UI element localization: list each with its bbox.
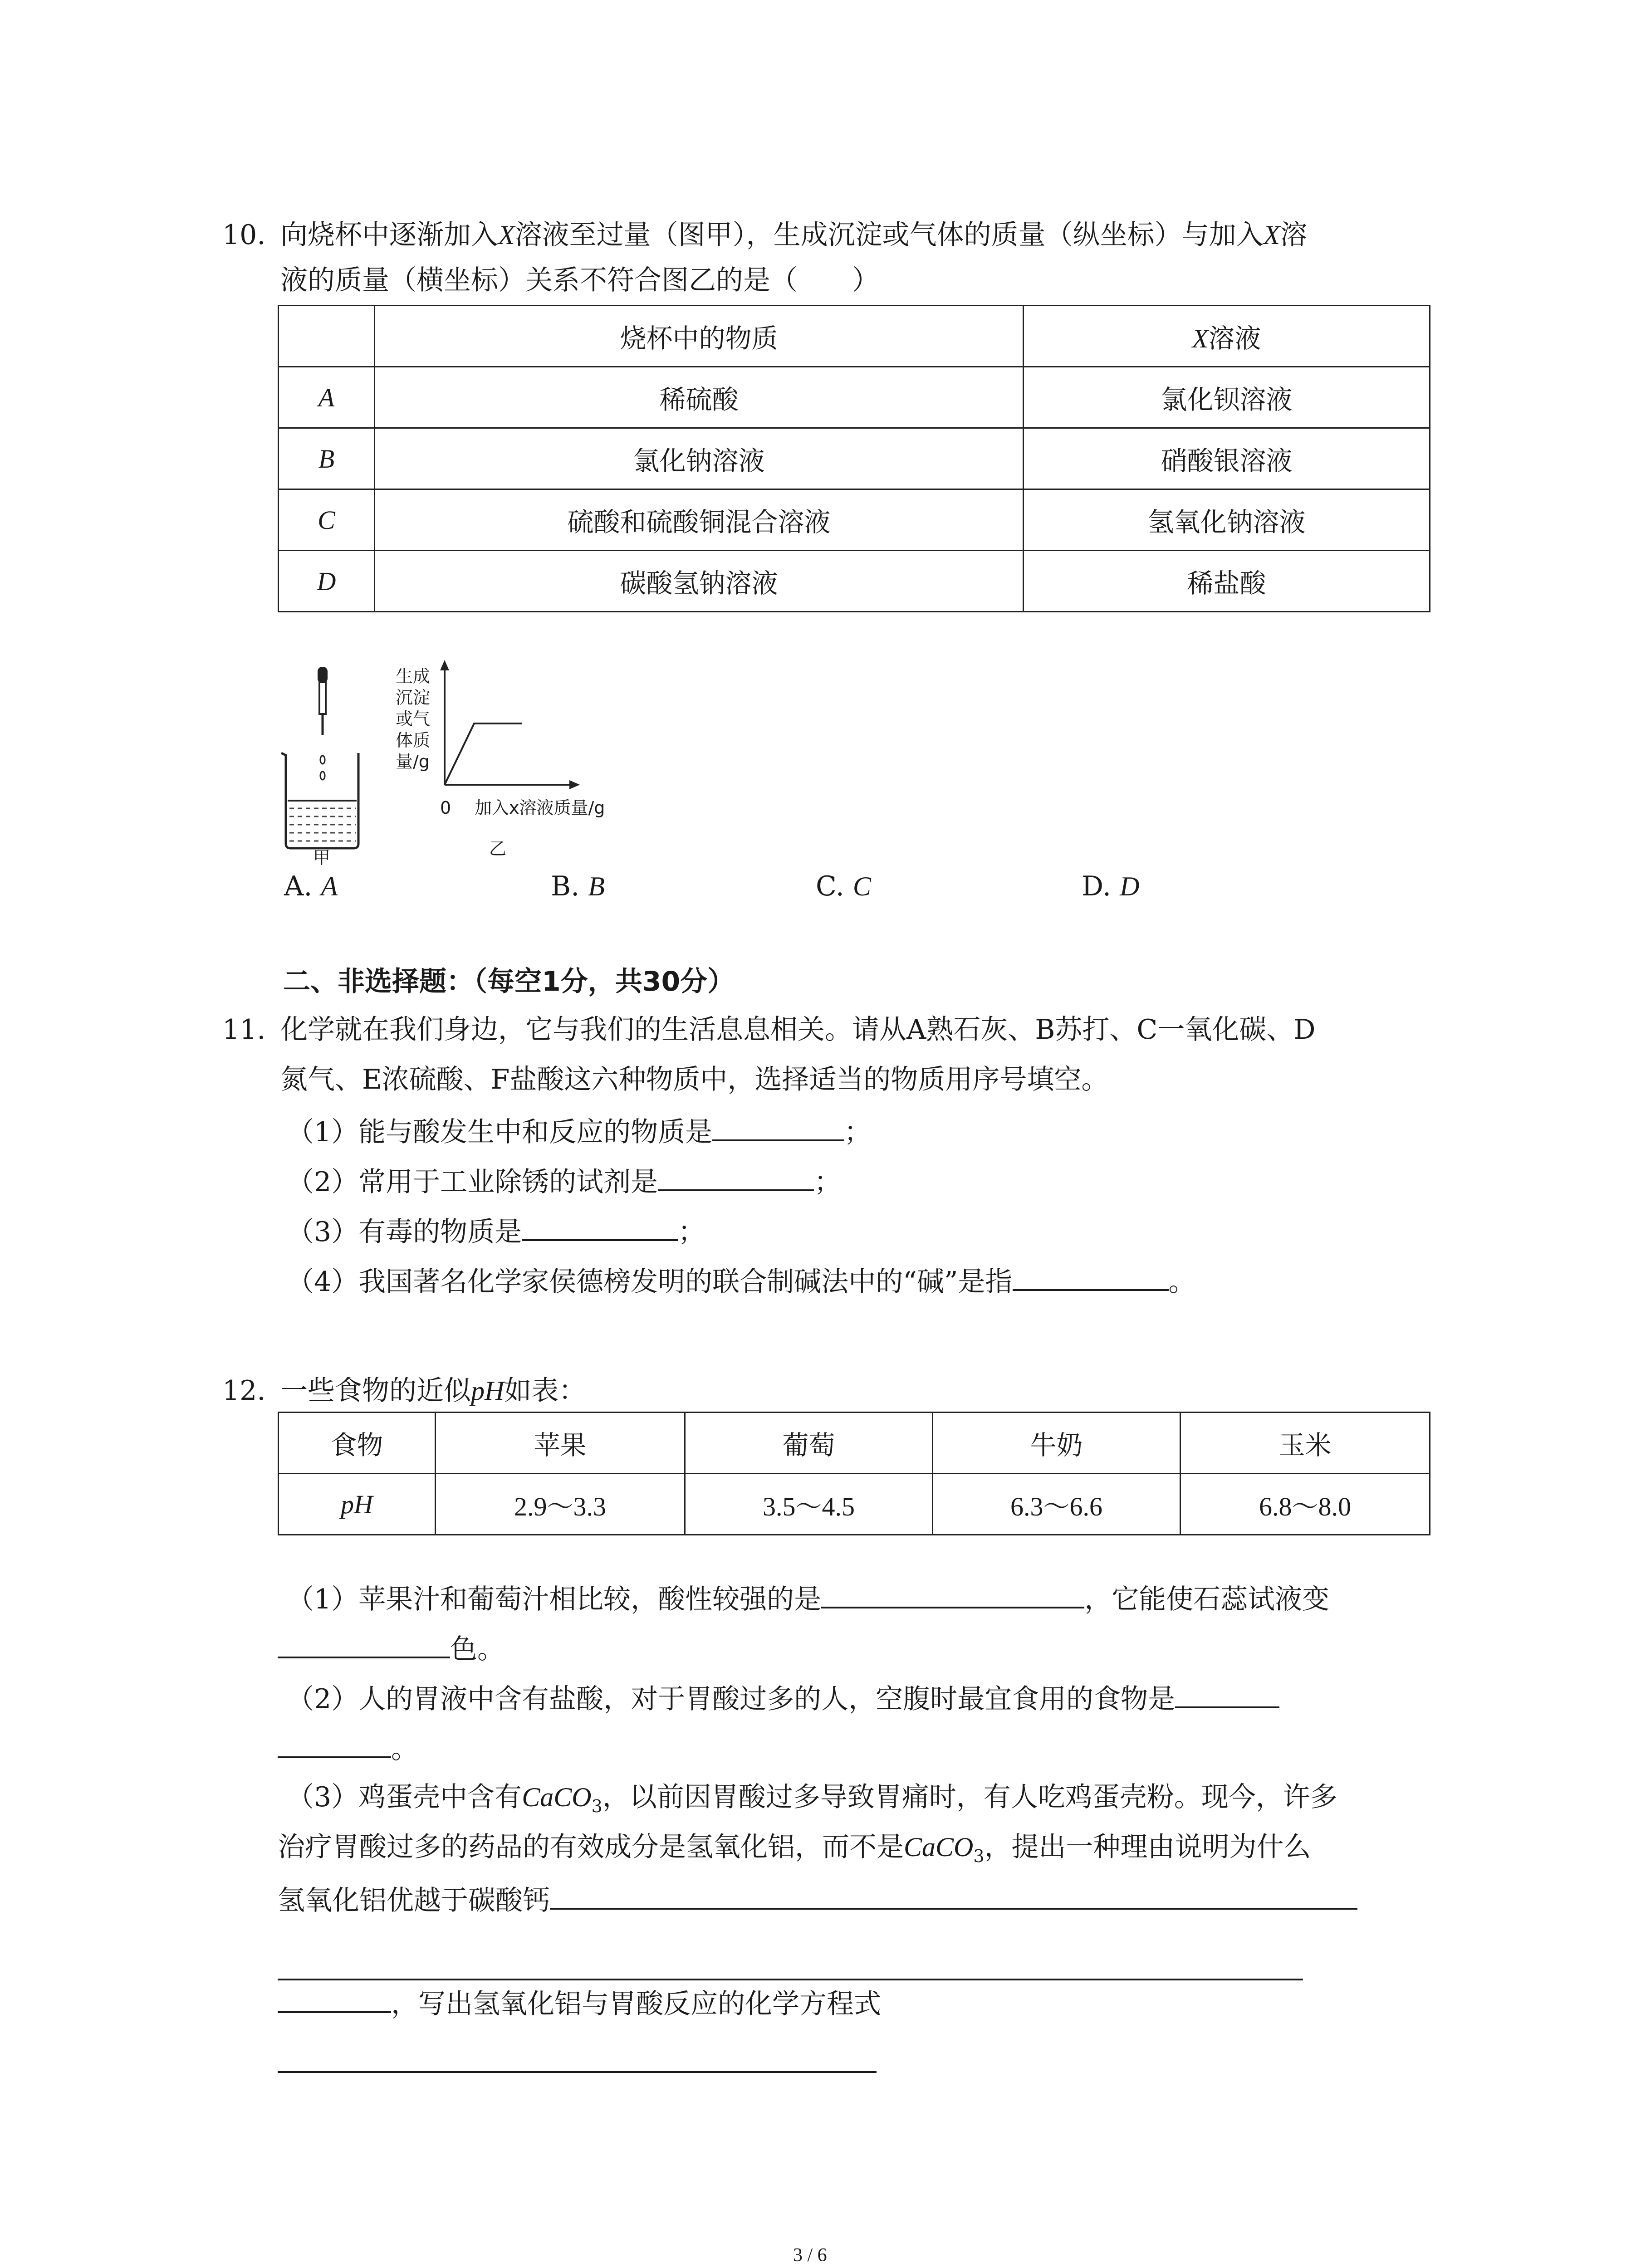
q11-sub1: （1）能与酸发生中和反应的物质是 ； xyxy=(287,1116,872,1148)
q11-line1: 化学就在我们身边，它与我们的生活息息相关。请从A熟石灰、B苏打、C一氧化碳、D xyxy=(280,1014,1316,1046)
table-cell: D xyxy=(279,551,375,612)
q10-option-d: D. D xyxy=(1082,870,1140,902)
answer-blank[interactable] xyxy=(821,1584,1084,1608)
q12-sub3-line2: 治疗胃酸过多的药品的有效成分是氢氧化铝，而不是CaCO$_3$，提出一种理由说明为什么 xyxy=(278,1831,1311,1866)
table-cell: 苹果 xyxy=(436,1413,685,1474)
q12-sub3-line1: （3）鸡蛋壳中含有CaCO$_3$，以前因胃酸过多导致胃痛时，有人吃鸡蛋壳粉。现今，许多 xyxy=(287,1781,1337,1816)
table-cell: 稀硫酸 xyxy=(375,367,1024,428)
answer-blank[interactable] xyxy=(278,1734,391,1758)
q10-option-b: B. B xyxy=(551,870,605,902)
table-row xyxy=(279,306,1430,367)
q12-sub1-line2: 色。 xyxy=(278,1634,505,1663)
answer-blank[interactable] xyxy=(278,1989,391,2013)
answer-blank[interactable] xyxy=(522,1217,678,1241)
table-cell: 玉米 xyxy=(1181,1413,1430,1474)
q10-number: 10. xyxy=(222,219,266,251)
table-row xyxy=(279,1413,1430,1474)
q10-line2: 液的质量（横坐标）关系不符合图乙的是（ ） xyxy=(280,264,879,296)
answer-blank[interactable] xyxy=(658,1167,814,1191)
table-cell: 硝酸银溶液 xyxy=(1024,428,1430,489)
graph-y-axis-label: 生成 沉淀 或气 体质 量/g xyxy=(396,666,431,772)
q11-line2: 氮气、E浓硫酸、F盐酸这六种物质中，选择适当的物质用序号填空。 xyxy=(280,1064,1109,1095)
table-cell: 6.8～8.0 xyxy=(1181,1474,1430,1535)
q12-intro: 一些食物的近似pH如表： xyxy=(280,1375,586,1407)
table-row xyxy=(279,1474,1430,1535)
q10-line1: 向烧杯中逐渐加入X溶液至过量（图甲），生成沉淀或气体的质量（纵坐标）与加入X溶 xyxy=(280,219,1308,251)
q12-sub2-line1: （2）人的胃液中含有盐酸，对于胃酸过多的人，空腹时最宜食用的食物是 xyxy=(287,1684,1279,1713)
table-cell: 稀盐酸 xyxy=(1024,551,1430,612)
table-cell: 葡萄 xyxy=(685,1413,933,1474)
table-cell: 氯化钡溶液 xyxy=(1024,367,1430,428)
table-row xyxy=(279,551,1430,612)
graph-origin: 0 xyxy=(440,798,451,818)
q11-sub3: （3）有毒的物质是 ； xyxy=(287,1216,705,1248)
q12-sub3-line5: ，写出氢氧化铝与胃酸反应的化学方程式 xyxy=(278,1989,881,2018)
answer-blank[interactable] xyxy=(278,1634,450,1658)
q10-table xyxy=(278,305,1430,612)
table-cell: 碳酸氢钠溶液 xyxy=(375,551,1024,612)
table-cell: B xyxy=(279,428,375,489)
table-cell: 氯化钠溶液 xyxy=(375,428,1024,489)
table-cell: 3.5～4.5 xyxy=(685,1474,933,1535)
table-cell: A xyxy=(279,367,375,428)
q11-sub2: （2）常用于工业除锈的试剂是 ； xyxy=(287,1166,842,1198)
q12-sub3-line3: 氢氧化铝优越于碳酸钙 xyxy=(278,1885,1357,1914)
q12-number: 12. xyxy=(222,1375,266,1407)
page-number: 3 / 6 xyxy=(793,2245,827,2266)
table-cell: 氢氧化钠溶液 xyxy=(1024,489,1430,551)
answer-line[interactable] xyxy=(278,2071,877,2073)
answer-blank[interactable] xyxy=(1013,1266,1169,1291)
answer-line[interactable] xyxy=(278,1979,1303,1980)
q11-number: 11. xyxy=(222,1014,266,1046)
graph-figure xyxy=(431,658,585,794)
table-cell xyxy=(279,306,375,367)
q11-sub4: （4）我国著名化学家侯德榜发明的联合制碱法中的“碱”是指 。 xyxy=(287,1266,1196,1298)
table-cell: 2.9～3.3 xyxy=(436,1474,685,1535)
table-row xyxy=(279,367,1430,428)
table-row xyxy=(279,489,1430,551)
q10-option-a: A. A xyxy=(284,870,338,902)
table-cell: 牛奶 xyxy=(933,1413,1181,1474)
table-cell: X溶液 xyxy=(1024,306,1430,367)
answer-blank[interactable] xyxy=(1175,1684,1279,1708)
answer-blank[interactable] xyxy=(712,1117,844,1141)
figure-yi-label: 乙 xyxy=(489,839,507,859)
graph-x-axis-label: 加入x溶液质量/g xyxy=(475,798,605,818)
table-cell: C xyxy=(279,489,375,551)
q10-option-c: C. C xyxy=(816,870,871,902)
q12-sub2-line2: 。 xyxy=(278,1734,418,1763)
table-row xyxy=(279,428,1430,489)
answer-blank[interactable] xyxy=(550,1885,1357,1910)
figure-jia-label: 甲 xyxy=(313,848,331,868)
section-2-title: 二、非选择题：（每空1分，共30分） xyxy=(283,966,735,997)
table-cell: 食物 xyxy=(279,1413,436,1474)
beaker-figure xyxy=(272,662,372,871)
q12-ph-table xyxy=(278,1412,1430,1535)
table-cell: 烧杯中的物质 xyxy=(375,306,1024,367)
table-cell: 6.3～6.6 xyxy=(933,1474,1181,1535)
table-cell: pH xyxy=(279,1474,436,1535)
table-cell: 硫酸和硫酸铜混合溶液 xyxy=(375,489,1024,551)
q12-sub1-line1: （1）苹果汁和葡萄汁相比较，酸性较强的是 ，它能使石蕊试液变 xyxy=(287,1584,1330,1615)
